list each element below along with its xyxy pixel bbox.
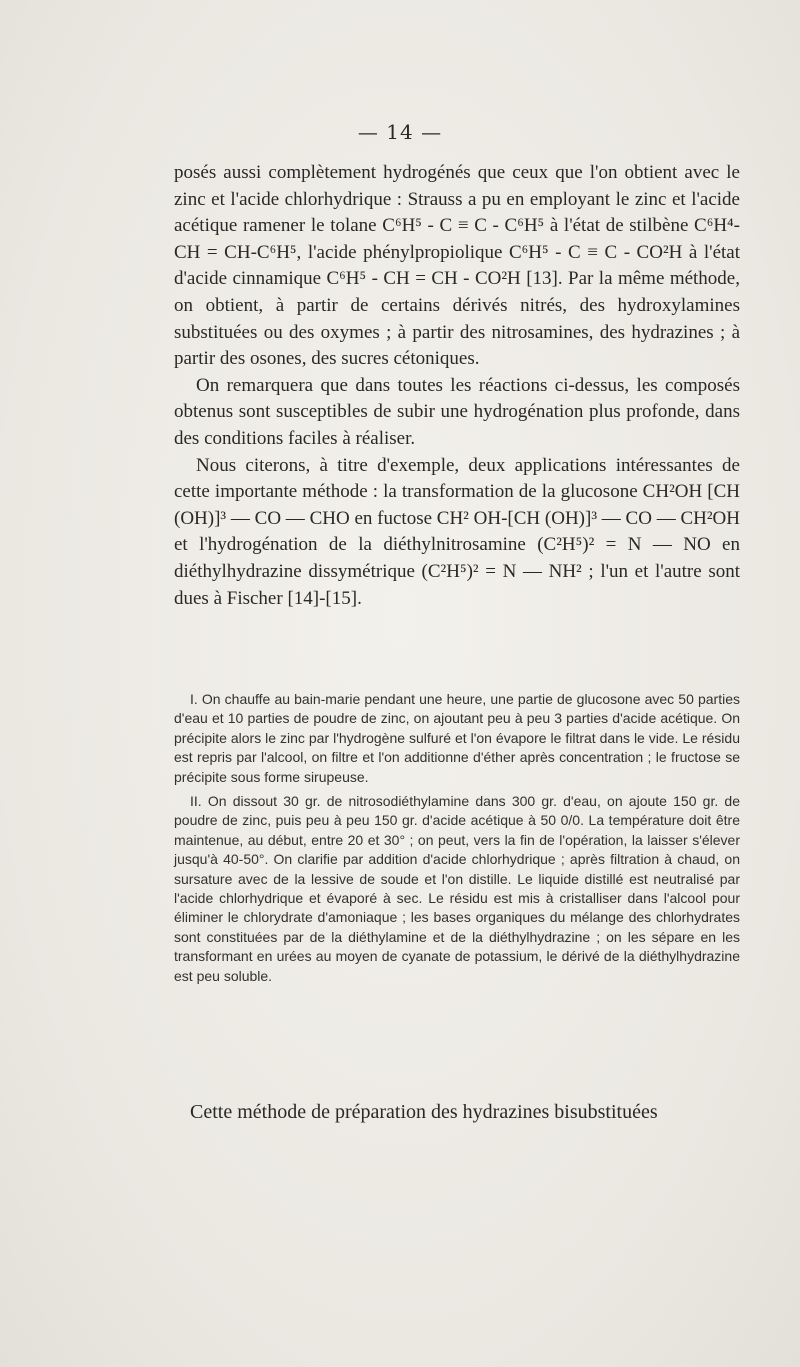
paragraph-2: On remarquera que dans toutes les réactions ci-dessus, les composés obtenus sont susceptibles de subir une hydrogénation plus profonde, dans des conditions faciles à réaliser. — [174, 374, 740, 449]
footnote-2: II. On dissout 30 gr. de nitrosodiéthylamine dans 300 gr. d'eau, on ajoute 150 gr. de poudre de zinc, puis peu à peu 150 gr. d'acide acétique à 50 0/0. La température doit être maintenue, au début, entre 20 et 30° ; on peut, vers la fin de l'opération, la laisser s'élever jusqu'à 40-50°. On clarifie par addition d'acide chlorhydrique ; après filtration à chaud, on sursature avec de la lessive de soude et l'on distille. Le liquide distillé est neutralisé par l'acide chlorhydrique et évaporé à sec. Le résidu est mis à cristalliser dans l'alcool pour éliminer le chlorydrate d'amoniaque ; les bases organiques du mélange des chlorhydrates sont constituées par de la diéthylamine et de la diéthylhydrazine ; on les sépare en les transformant en urées au moyen de cyanate de potassium, le dérivé de la diéthylhydrazine est peu soluble. — [174, 793, 740, 984]
main-text — [174, 160, 740, 612]
page-number: — 14 — — [357, 120, 443, 144]
paragraph-3: Nous citerons, à titre d'exemple, deux applications intéressantes de cette importante méthode : la transformation de la glucosone CH²OH [CH (OH)]³ — CO — CHO en fuctose CH² OH-[CH (OH)]³ — CO — CH²OH et l'hydrogénation de la diéthylnitrosamine (C²H⁵)² = N — NO en diéthylhydrazine dissymétrique (C²H⁵)² = N — NH² ; l'un et l'autre sont dues à Fischer [14]-[15]. — [174, 454, 740, 609]
continuation-line: Cette méthode de préparation des hydrazines bisubstituées — [190, 1101, 658, 1123]
footnotes — [174, 690, 740, 991]
footnote-1: I. On chauffe au bain-marie pendant une heure, une partie de glucosone avec 50 parties d'eau et 10 parties de poudre de zinc, on ajoutant peu à peu 3 parties d'acide acétique. On précipite alors le zinc par l'hydrogène sulfuré et l'on évapore le filtrat dans le vide. Le résidu est repris par l'alcool, on filtre et l'on additionne d'éther après concentration ; le fructose se précipite sous forme sirupeuse. — [174, 691, 740, 785]
paragraph-1: posés aussi complètement hydrogénés que ceux que l'on obtient avec le zinc et l'acide chlorhydrique : Strauss a pu en employant le zinc et l'acide acétique ramener le tolane C⁶H⁵ - C ≡ C - C⁶H⁵ à l'état de stilbène C⁶H⁴-CH = CH-C⁶H⁵, l'acide phénylpropiolique C⁶H⁵ - C ≡ C - CO²H à l'état d'acide cinnamique C⁶H⁵ - CH = CH - CO²H [13]. Par la même méthode, on obtient, à partir de certains dérivés nitrés, des hydroxylamines substituées ou des oxymes ; à partir des nitrosamines, des hydrazines ; à partir des osones, des sucres cétoniques. — [174, 162, 740, 370]
